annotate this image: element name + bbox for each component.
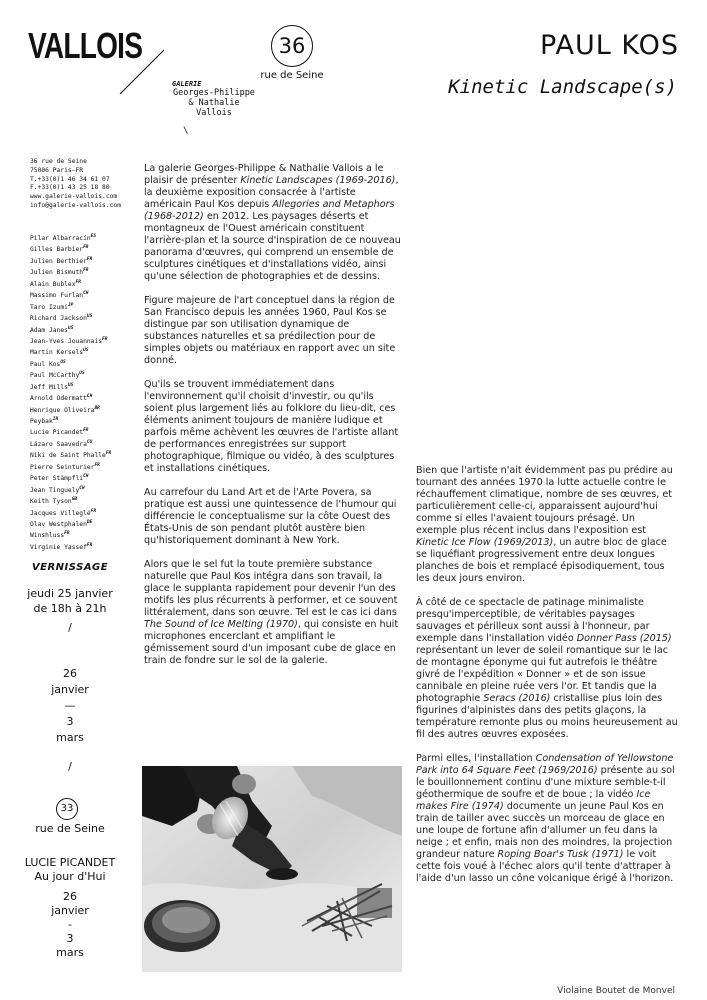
artist-nationality: CH [86, 394, 93, 400]
artist-item-name: Olav Westphalen [30, 521, 87, 529]
artist-nationality: GB [71, 497, 78, 503]
artist-item[interactable] [30, 346, 111, 357]
artist-nationality: FR [64, 531, 70, 537]
artist-item-name: Niki de Saint Phalle [30, 452, 106, 460]
small-slash: \ [183, 126, 189, 136]
vernissage-day: jeudi 25 janvier [27, 587, 113, 600]
contact-phone: T.+33(0)1 46 34 61 07 [30, 175, 110, 183]
date-line: 3 [66, 715, 74, 728]
artist-item-name: Lázaro Saavedra [30, 440, 87, 448]
artist-nationality: FR [102, 336, 108, 342]
artist-item[interactable] [30, 232, 111, 243]
date-line: 26 [63, 667, 77, 680]
artist-item[interactable] [30, 495, 111, 506]
paragraph-landscapes: À côté de ce spectacle de patinage minimaliste presqu'imperceptible, de véritables paysages sauvages et périlleux sont aussi à l'honneur, par exemple dans l'installation vidéo Donner Pass (2015) représentant un lever de soleil romantique sur le lac de montagne éponyme qui fut autrefois le théâtre givré de l'expédition « Donner » et de son issue cannibale en pleine ruée vers l'or. Et tandis que la photographie Seracs (2016) cristallise plus loin des figurines d'alpinistes dans des petits glaçons, la température remonte plus ou moins heureusement au fil des autres œuvres exposées. [416, 597, 678, 740]
artist-nationality: US [67, 382, 74, 388]
text-column-2 [416, 465, 678, 897]
artist-item-name: Peter Stämpfli [30, 475, 84, 483]
paragraph-conceptual: Figure majeure de l'art conceptuel dans la région de San Francisco depuis les années 1960, Paul Kos se distingue par son utilisation dynamique de substances naturelles et sa prédilection pour de simples objets ou matériaux en rapport avec un site donné. [144, 295, 396, 366]
artist-nationality: FR [83, 245, 89, 251]
artist-item-name: Jean Tinguely [30, 486, 80, 494]
artist-item[interactable] [30, 358, 111, 369]
artist-nationality: IR [52, 417, 59, 422]
gallery-name-line: & Nathalie [188, 98, 240, 108]
artist-nationality: FR [75, 279, 81, 285]
date-line: - [68, 918, 72, 931]
second-show-dates [6, 890, 134, 960]
show-title: Kinetic Landscape(s) [448, 76, 677, 98]
artist-item[interactable] [30, 507, 111, 518]
artist-item-name: Jeff Mills [30, 383, 68, 391]
date-line: janvier [51, 683, 89, 696]
artist-nationality: ES [90, 234, 97, 239]
artist-nationality: JP [67, 302, 74, 308]
second-show-artist: LUCIE PICANDET [24, 856, 116, 869]
artist-item[interactable] [30, 255, 111, 266]
artist-nationality: US [79, 371, 85, 377]
artist-item-name: Peybak [30, 418, 53, 426]
paragraph-environment: Qu'ils se trouvent immédiatement dans l'environnement qu'il choisit d'investir, ou qu'ils soient plus largement liés au folklore du lieu-dit, ces éléments animent toujours de manière ludique et parfois même achèvent les œuvres de l'artiste allant de performances enregistrées sur support photographique, filmique ou vidéo, à des sculptures et installations cinétiques. [144, 379, 399, 474]
artist-nationality: US [67, 325, 74, 331]
artist-nationality: FR [83, 428, 89, 434]
artist-nationality: CH [83, 291, 89, 297]
artist-item[interactable] [30, 335, 111, 346]
gallery-name [158, 88, 270, 118]
second-street-number-badge: 33 [56, 798, 78, 820]
gallery-logo: VALLOIS [28, 25, 143, 66]
contact-block [30, 158, 121, 211]
artist-nationality: US [86, 314, 93, 320]
artist-item-name: Richard Jackson [30, 315, 87, 323]
artist-nationality: US [60, 359, 66, 365]
second-show-name: Au jour d'Hui [34, 870, 106, 883]
vernissage-date [6, 586, 134, 616]
date-line: mars [56, 731, 84, 744]
artist-nationality: FR [86, 256, 93, 262]
artwork-photo [142, 766, 402, 972]
artist-item-name: Pierre Seinturier [30, 463, 95, 471]
artist-item[interactable] [30, 426, 111, 437]
artist-item-name: Virginie Yassef [30, 543, 87, 551]
date-line: 26 [63, 890, 77, 903]
artist-item[interactable] [30, 369, 111, 380]
artist-item-name: Massimo Furlan [30, 292, 84, 300]
artist-item-name: Gilles Barbier [30, 246, 84, 254]
street-name: rue de Seine [260, 70, 324, 81]
separator-slash: / [68, 760, 72, 773]
artist-nationality: DE [86, 519, 93, 525]
artist-item-name: Jacques Villeglé [30, 509, 91, 517]
artist-item[interactable] [30, 541, 111, 552]
vernissage-label: VERNISSAGE [31, 562, 109, 573]
artist-nationality: CH [83, 474, 89, 480]
artist-item-name: Keith Tyson [30, 498, 72, 506]
artist-nationality: FR [105, 451, 112, 457]
author-signature: Violaine Boutet de Monvel [557, 986, 675, 996]
artist-item[interactable] [30, 289, 111, 300]
artist-item-name: Pilar Albarracín [30, 235, 91, 243]
paragraph-ice: Alors que le sel fut la toute première substance naturelle que Paul Kos intégra dans son travail, la glace le supplanta rapidement pour devenir l'un des motifs les plus récurrents à performer, et ce souvent littéralement, dans son œuvre. Tel est le cas ici dans The Sound of Ice Melting (1970), qui consiste en huit microphones encerclant et amplifiant le gémissement sourd d'un imposant cube de glace en train de fondre sur le sol de la galerie. [144, 559, 399, 666]
artist-item-name: Adam Janes [30, 326, 68, 334]
artist-item-name: Winshluss [30, 532, 65, 540]
artist-item[interactable] [30, 529, 111, 540]
contact-website[interactable]: www.galerie-vallois.com [30, 193, 118, 201]
second-show-title [6, 856, 134, 884]
contact-city: 75006 Paris—FR [30, 166, 84, 174]
artist-item-name: Jean-Yves Jouannais [30, 338, 103, 346]
artist-item-name: Taro Izumi [30, 303, 68, 311]
contact-email[interactable]: info@galerie-vallois.com [30, 201, 121, 209]
paragraph-intro: La galerie Georges-Philippe & Nathalie Vallois a le plaisir de présenter Kinetic Landscapes (1969-2016), la deuxième exposition consacrée à l'artiste américain Paul Kos depuis Allegories and Metaphors (1968-2012) en 2012. Les paysages déserts et montagneux de l'Ouest américain constituent l'arrière-plan et la source d'inspiration de ce nouveau panorama d'œuvres, qui comprend un ensemble de sculptures cinétiques et d'installations vidéo, ainsi qu'une sélection de photographies et de dessins. [144, 163, 401, 282]
gallery-name-line: Vallois [196, 108, 232, 118]
date-line: 3 [66, 932, 74, 945]
paragraph-installations: Parmi elles, l'installation Condensation of Yellowstone Park into 64 Square Feet (1969/2016) présente au sol le bouillonnement continu d'une mixture semble-t-il géothermique de soufre et de boue ; la vidéo Ice makes Fire (1974) documente un jeune Paul Kos en train de tailler avec succès un morceau de glace en une loupe de fortune afin d'allumer un feu dans la neige ; et enfin, mais non des moindres, la projection grandeur nature Roping Boar's Tusk (1971) le voit cette fois voué à l'échec alors qu'il tente d'attraper à l'aide d'un lasso un cône volcanique érigé à l'horizon. [416, 753, 675, 884]
artist-item[interactable] [30, 301, 111, 312]
artist-nationality: US [83, 348, 89, 354]
artist-nationality: CU [86, 439, 93, 445]
artist-item[interactable] [30, 415, 111, 426]
artist-nationality: FR [83, 268, 89, 274]
artist-item[interactable] [30, 484, 111, 495]
artist-item[interactable] [30, 381, 111, 392]
artist-item-name: Lucie Picandet [30, 429, 84, 437]
contact-address: 36 rue de Seine [30, 158, 87, 165]
artist-item-name: Martin Kersels [30, 349, 84, 357]
artist-item-name: Henrique Oliveira [30, 406, 95, 414]
artist-item[interactable] [30, 404, 111, 415]
galerie-tag: GALERIE [172, 80, 202, 88]
artist-item[interactable] [30, 243, 111, 254]
paragraph-land-art: Au carrefour du Land Art et de l'Arte Povera, sa pratique est aussi une quintessence de l'humour qui différencie le conceptualisme sur la côte Ouest des États-Unis de son pendant plutôt austère bien qu'historiquement dominant à New York. [144, 487, 397, 546]
contact-fax: F.+33(0)1 43 25 18 80 [30, 184, 110, 192]
artist-item[interactable] [30, 472, 111, 483]
street-number-badge: 36 [271, 25, 313, 67]
artist-item-name: Paul McCarthy [30, 372, 80, 380]
text-column-1 [144, 163, 402, 679]
artist-item-name: Julien Bismuth [30, 269, 84, 277]
artist-item-name: Julien Berthier [30, 257, 87, 265]
artist-item[interactable] [30, 266, 111, 277]
artist-item[interactable] [30, 392, 111, 403]
date-line: — [64, 699, 76, 712]
artist-item[interactable] [30, 518, 111, 529]
paragraph-climate: Bien que l'artiste n'ait évidemment pas pu prédire au tournant des années 1970 la lutte actuelle contre le réchauffement climatique, nombre de ses œuvres, et particulièrement celle-ci, apparaissent aujourd'hui comme si elles l'avaient toujours présagé. Un exemple plus récent inclus dans l'exposition est Kinetic Ice Flow (1969/2013), un autre bloc de glace se liquéfiant progressivement entre deux longues planches de bois et remplacé épisodiquement, tous les deux jours environ. [416, 465, 673, 584]
artist-item[interactable] [30, 438, 111, 449]
second-street-name: rue de Seine [35, 822, 105, 835]
artist-name: PAUL KOS [539, 30, 679, 61]
artist-nationality: BR [94, 405, 100, 411]
separator-slash: / [68, 621, 72, 634]
artist-nationality: CH [79, 485, 85, 491]
artist-item-name: Alain Bublex [30, 280, 76, 288]
artist-item[interactable] [30, 449, 111, 460]
artist-nationality: FR [90, 508, 97, 514]
artist-item-name: Paul Kos [30, 360, 61, 368]
vernissage-hours: de 18h à 21h [33, 602, 107, 615]
show-dates [6, 666, 134, 746]
date-line: janvier [51, 904, 89, 917]
artist-nationality: FR [94, 462, 100, 468]
artist-item[interactable] [30, 324, 111, 335]
artist-item[interactable] [30, 312, 111, 323]
artist-item[interactable] [30, 461, 111, 472]
artist-list [30, 232, 111, 552]
date-line: mars [56, 946, 84, 959]
gallery-name-line: Georges-Philippe [173, 88, 255, 98]
artist-item-name: Arnold Odermatt [30, 395, 87, 403]
artist-nationality: FR [86, 542, 93, 548]
artist-item[interactable] [30, 278, 111, 289]
